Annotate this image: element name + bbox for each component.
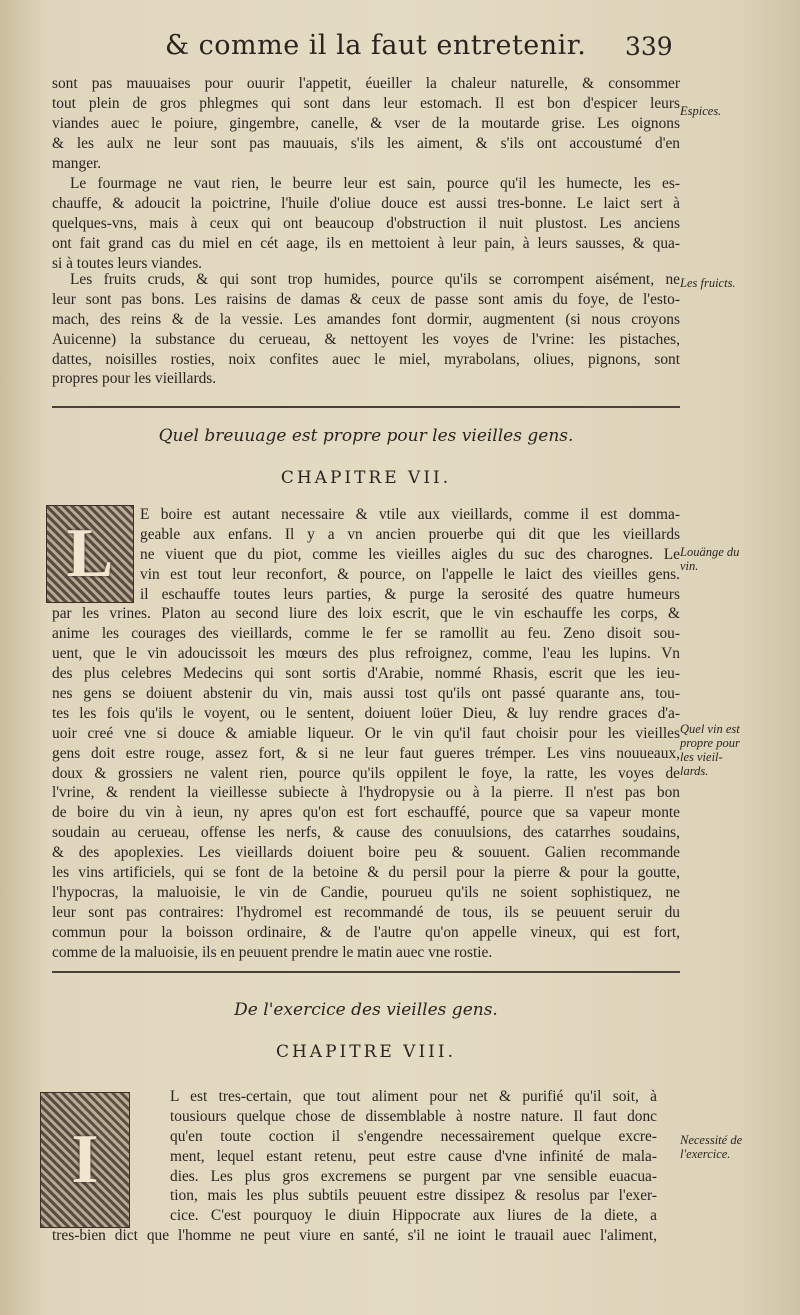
running-title: & comme il la faut entretenir. (165, 30, 587, 61)
text-line: ne viuent que du piot, comme les vieilles aigles du suc des charognes. Le (140, 545, 680, 563)
text-line: comme de la maluoisie, ils en peuuent prendre le matin auec vne rostie. (52, 943, 493, 961)
margin-note-line: Espices. (680, 104, 722, 118)
paragraph-cheese (52, 174, 680, 273)
text-line: par les vrines. Platon au second liure des loix escrit, que le vin eschauffe les corps, & (52, 605, 680, 623)
initial-letter: L (66, 515, 114, 592)
text-line: si à toutes leurs viandes. (52, 254, 203, 272)
text-line: E boire est autant necessaire & vtile aux vieillards, comme il est domma- (140, 506, 680, 523)
text-line: chauffe, & adoucit la poictrine, l'huile d'oliue douce est aussi tres-bonne. Le laict sert à (52, 194, 680, 212)
text-line: commun pour la boisson ordinaire, & de l'autre qu'on appelle vineux, qui est fort, (52, 923, 680, 941)
text-line: soudain au cerueau, offense les nerfs, & cause des conuulsions, des catarrhes soudains, (52, 824, 680, 842)
text-line: anime les courages des vieillards, comme le fer se ramollit au feu. Zeno disoit sou- (52, 625, 680, 643)
margin-note-fruits (680, 276, 775, 290)
text-line: gens doit estre rouge, assez fort, & si ne leur faut gueres trémper. Les vins nouueaux, (52, 744, 680, 762)
text-line: ment, lequel estant retenu, peut estre cause d'vne infinité de mala- (170, 1147, 657, 1165)
text-line: & les aulx ne leur sont pas mauuais, s'ils les aiment, & s'ils ont accoustumé d'en (52, 134, 680, 152)
text-line: des plus celebres Medecins qui sont sortis d'Arabie, nommé Rhasis, escrit que les ieu- (52, 665, 680, 683)
margin-note-line: les vieil- (680, 750, 723, 764)
section-divider (52, 406, 680, 408)
text-line: l'vrine, & rendent la vieillesse subiecte à l'hydropysie ou à la pierre. Il n'est pas bon (52, 784, 680, 802)
text-line: il eschauffe toutes leurs parties, & purge la serosité des quatre humeurs (140, 585, 680, 603)
paragraph-fruits (52, 270, 680, 389)
margin-note-line: Louänge du (680, 545, 740, 559)
text-line: Auicenne) la substance du cerueau, & nettoyent les voyes de l'vrine: les pistaches, (52, 330, 680, 348)
text-line: vin est tout leur reconfort, & pource, on l'appelle le laict des vieilles gens. (140, 565, 680, 583)
text-line: manger. (52, 154, 102, 172)
chapter-heading-viii: CHAPITRE VIII. (275, 1042, 457, 1062)
text-line: tout plein de gros phlegmes qui sont dans leur estomach. Il est bon d'espicer leurs (52, 94, 680, 112)
text-line: propres pour les vieillards. (52, 370, 217, 388)
margin-note-line: vin. (680, 559, 699, 573)
margin-note-line: propre pour (680, 736, 740, 750)
paragraph-wine (52, 505, 680, 962)
margin-note-spices (680, 104, 775, 118)
page-number: 339 (625, 32, 673, 61)
margin-note-line: l'exercice. (680, 1147, 731, 1161)
text-line: l'hypocras, la maluoisie, le vin de Candie, pourueu qu'ils ne soient sophistiquez, ne (52, 883, 680, 901)
text-line: uoir creé vne si douce & amiable liqueur. Or le vin qu'il faut choisir pour les vieilles (52, 724, 680, 742)
paragraph-exercise (52, 1087, 657, 1246)
text-line: leur sont pas bons. Les raisins de damas & ceux de passe sont amis du foye, de l'esto- (52, 290, 680, 308)
text-line: tes les fois qu'ils le voyent, ou le sentent, doiuent loüer Dieu, & luy rendre graces d'a- (52, 704, 680, 722)
text-line: sont pas mauuaises pour ouurir l'appetit, éueiller la chaleur naturelle, & consommer (52, 75, 680, 92)
margin-note-line: Quel vin est (680, 722, 740, 736)
text-line: quelques-vns, mais à ceux qui ont beaucoup d'obstruction il nuit plustost. Les anciens (52, 214, 680, 232)
text-line: Le fourmage ne vaut rien, le beurre leur est sain, pource qu'il les humecte, les es- (70, 175, 680, 192)
margin-note-wine-praise (680, 545, 775, 573)
margin-note-line: Necessité de (680, 1133, 743, 1147)
margin-note-exercise (680, 1133, 775, 1161)
text-line: L est tres-certain, que tout aliment pour net & purifié qu'il soit, à (170, 1088, 657, 1105)
text-line: nes gens se doiuent abstenir du vin, mais aussi tost qu'ils ont passé quarante ans, tou- (52, 685, 680, 703)
chapter-heading-vii: CHAPITRE VII. (280, 468, 452, 488)
text-line: mach, des reins & de la vessie. Les amandes font dormir, augmentent (si nous croyons (52, 310, 680, 328)
text-line: cice. C'est pourquoy le diuin Hippocrate aux liures de la diete, a (170, 1207, 657, 1225)
text-line: ont fait grand cas du miel en cét aage, ils en mettoient à leur pain, à leurs sausses, & qua- (52, 234, 680, 252)
text-line: tousiours quelque chose de dissemblable à nostre nature. Il faut donc (170, 1107, 657, 1125)
section-title-exercise: De l'exercice des vieilles gens. (234, 1000, 498, 1020)
margin-note-which-wine (680, 722, 775, 778)
text-line: qu'en toute coction il s'engendre necessairement quelque excre- (170, 1127, 657, 1145)
text-line: doux & grossiers ne valent rien, pource qu'ils oppilent le foye, la ratte, les voyes de (52, 764, 680, 782)
initial-letter: I (71, 1121, 99, 1198)
section-divider (52, 971, 680, 973)
margin-note-line: lards. (680, 764, 709, 778)
section-title-drink: Quel breuuage est propre pour les vieilles gens. (158, 426, 574, 446)
text-line: geable aux enfans. Il y a vn ancien prouerbe qui dit que les vieillards (140, 525, 680, 543)
text-line: leur sont pas contraires: l'hydromel est recommandé de tous, ils se peuuent seruir du (52, 903, 680, 921)
text-line: tres-bien dict que l'homme ne peut viure en santé, s'il ne ioint le trauail auec l'aliment, (52, 1227, 657, 1245)
text-line: Les fruits cruds, & qui sont trop humides, pource qu'ils se corrompent aisément, ne (70, 271, 680, 288)
margin-note-line: Les fruicts. (680, 276, 736, 290)
paragraph-spices (52, 74, 680, 173)
text-line: & des apoplexies. Les vieillards doiuent boire peu & souuent. Galien recommande (52, 844, 680, 862)
text-line: viandes auec le poiure, gingembre, canelle, & vser de la moutarde grise. Les oignons (52, 114, 680, 132)
page-header (165, 30, 765, 70)
text-line: uent, que le vin adoucissoit les mœurs des plus refroignez, comme, l'eau les lupins. Vn (52, 645, 680, 663)
text-line: tion, mais les plus subtils peuuent estre dissipez & resolus par l'exer- (170, 1187, 657, 1205)
text-line: dattes, noisilles rosties, noix confites auec le miel, myrabolans, oliues, pignons, sont (52, 350, 680, 368)
text-line: de boire du vin à ieun, ny apres qu'on est fort eschauffé, pource que sa vapeur monte (52, 804, 680, 822)
text-line: les vins artificiels, qui se font de la betoine & du persil pour la pierre & pour la goutte, (52, 864, 680, 882)
text-line: dies. Les plus gros excremens se purgent par vne sensible euacua- (170, 1167, 657, 1185)
